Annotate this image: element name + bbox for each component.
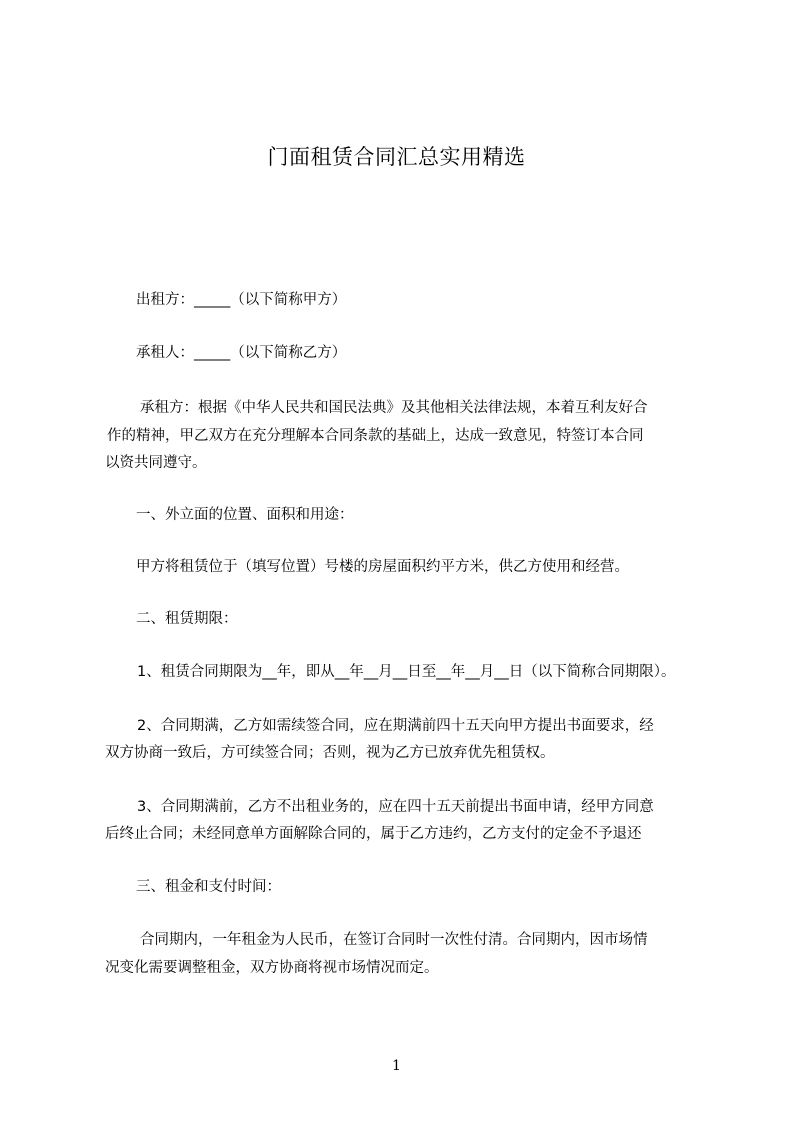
lessor-line: 出租方：_____（以下简称甲方） <box>136 292 347 308</box>
section-2-item-3-line-1: 3、合同期满前，乙方不出租业务的，应在四十五天前提出书面申请，经甲方同意 <box>137 799 654 815</box>
page-number: 1 <box>392 1058 401 1074</box>
section-1-body: 甲方将租赁位于（填写位置）号楼的房屋面积约平方米，供乙方使用和经营。 <box>136 559 629 575</box>
lessee-line: 承租人：_____（以下简称乙方） <box>136 345 347 361</box>
section-1-heading: 一、外立面的位置、面积和用途： <box>136 507 354 523</box>
section-2-item-2-line-2: 双方协商一致后，方可续签合同；否则，视为乙方已放弃优先租赁权。 <box>105 745 555 761</box>
section-3-body-line-1: 合同期内，一年租金为人民币，在签订合同时一次性付清。合同期内，因市场情 <box>140 932 648 948</box>
section-3-body-line-2: 况变化需要调整租金，双方协商将视市场情况而定。 <box>105 960 439 976</box>
preamble-line-2: 作的精神，甲乙双方在充分理解本合同条款的基础上，达成一致意见，特签订本合同 <box>107 428 644 444</box>
section-2-item-3-line-2: 后终止合同；未经同意单方面解除合同的，属于乙方违约，乙方支付的定金不予退还 <box>105 826 642 842</box>
section-2-item-1: 1、租赁合同期限为__年，即从__年__月__日至__年__月__日（以下简称合同期限）。 <box>137 664 676 680</box>
section-2-heading: 二、租赁期限： <box>136 611 238 627</box>
section-2-item-2-line-1: 2、合同期满，乙方如需续签合同，应在期满前四十五天向甲方提出书面要求，经 <box>137 718 654 734</box>
document-title: 门面租赁合同汇总实用精选 <box>267 145 526 169</box>
section-3-heading: 三、租金和支付时间： <box>136 879 281 895</box>
preamble-line-1: 承租方：根据《中华人民共和国民法典》及其他相关法律法规，本着互利友好合 <box>140 400 648 416</box>
preamble-line-3: 以资共同遵守。 <box>105 455 207 471</box>
